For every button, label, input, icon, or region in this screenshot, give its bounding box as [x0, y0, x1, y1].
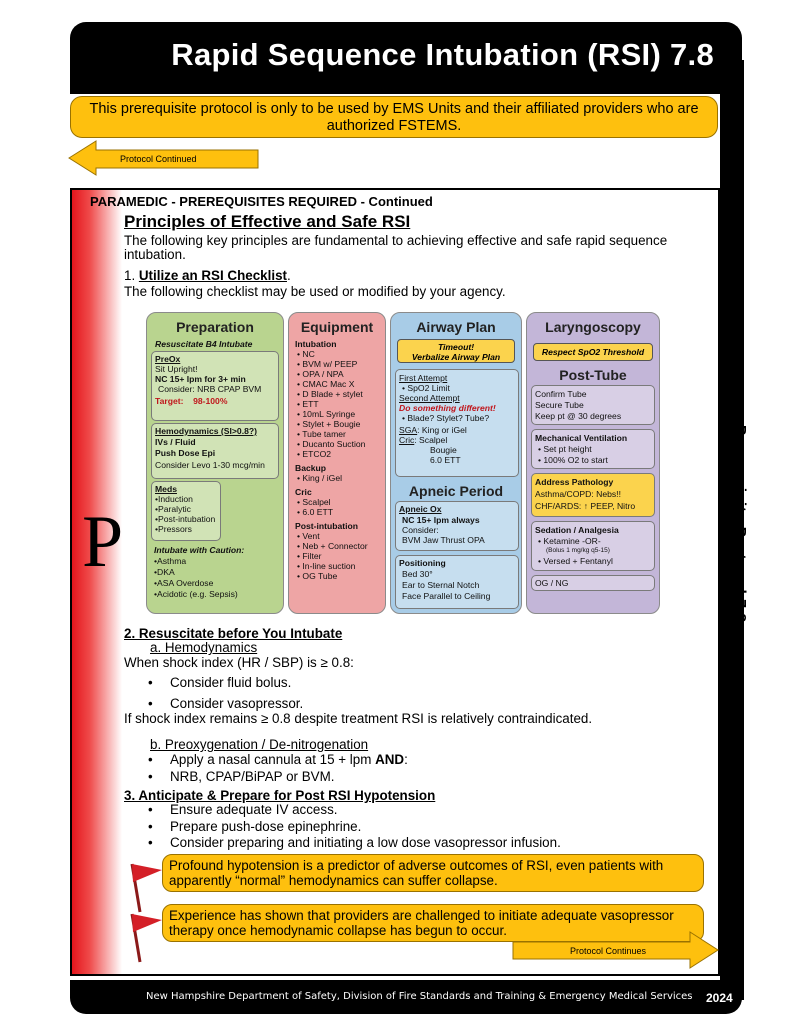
- address-line-1: Asthma/COPD: Nebs!!: [535, 489, 621, 499]
- intubation-line-1: • NC: [297, 349, 315, 359]
- laryngoscopy-column: [526, 312, 660, 614]
- intubation-line-9: • Tube tamer: [297, 429, 346, 439]
- respect-spo2-box: Respect SpO2 Threshold: [533, 343, 653, 361]
- apneic-ox-line-2: Consider:: [402, 525, 439, 535]
- post-intubation-title: Post-intubation: [295, 521, 359, 531]
- caution-line-3: •ASA Overdose: [154, 578, 214, 588]
- preox-box: [151, 351, 279, 421]
- s2-b-title: b. Preoxygenation / De-nitrogenation: [150, 737, 369, 752]
- list-item: • Apply a nasal cannula at 15 + lpm AND:: [170, 751, 408, 768]
- meds-line-4: •Pressors: [155, 524, 192, 534]
- list-item: • Prepare push-dose epinephrine.: [170, 819, 561, 836]
- apneic-period-title: Apneic Period: [408, 483, 504, 499]
- side-label: Prerequisite Protocol 7.8: [731, 425, 748, 623]
- sga-line: SGA: King or iGel: [399, 425, 467, 435]
- list-item: • Ensure adequate IV access.: [170, 802, 561, 819]
- preox-target: Target: 98-100%: [155, 396, 228, 406]
- sedation-line-1: • Ketamine -OR-: [538, 536, 601, 546]
- post-tube-line-1: Confirm Tube: [535, 389, 587, 399]
- timeout-box: [397, 339, 515, 363]
- caution-line-1: •Asthma: [154, 556, 187, 566]
- positioning-title: Positioning: [399, 558, 446, 568]
- s2-a-note: If shock index remains ≥ 0.8 despite treatment RSI is relatively contraindicated.: [124, 711, 593, 726]
- timeout-line-2: Verbalize Airway Plan: [411, 352, 501, 362]
- section-header: PARAMEDIC - PREREQUISITES REQUIRED - Continued: [90, 194, 433, 209]
- og-ng: OG / NG: [535, 578, 569, 588]
- meds-line-1: •Induction: [155, 494, 193, 504]
- title-bar: [70, 22, 742, 94]
- post-line-3: • Filter: [297, 551, 322, 561]
- address-line-2: CHF/ARDS: ↑ PEEP, Nitro: [535, 501, 636, 511]
- list-item: • Consider vasopressor.: [170, 693, 303, 714]
- intro-text: The following key principles are fundamental to achieving effective and safe rapid sequence intubation.: [124, 233, 668, 262]
- hemo-line-2: Push Dose Epi: [155, 448, 216, 458]
- post-line-1: • Vent: [297, 531, 320, 541]
- first-attempt: First Attempt: [399, 373, 448, 383]
- footer-text: New Hampshire Department of Safety, Division of Fire Standards and Training & Emergency Medical Services: [146, 991, 693, 1002]
- positioning-line-3: Face Parallel to Ceiling: [402, 591, 491, 601]
- s2-b-bullets: [170, 751, 408, 785]
- rsi-checklist: [142, 312, 662, 618]
- hypotension-callout: Profound hypotension is a predictor of adverse outcomes of RSI, even patients with apparently “normal” hemodynamics can suffer collapse.: [162, 854, 704, 892]
- preox-line-3: Consider: NRB CPAP BVM: [158, 384, 262, 394]
- second-attempt: Second Attempt: [399, 393, 460, 403]
- airway-plan-title: Airway Plan: [416, 319, 496, 335]
- s2-title: 2. Resuscitate before You Intubate: [124, 626, 343, 641]
- meds-title: Meds: [155, 484, 177, 494]
- equipment-column: [288, 312, 386, 614]
- intubation-line-6: • ETT: [297, 399, 319, 409]
- protocol-continued-link[interactable]: [68, 140, 262, 181]
- intubation-line-4: • CMAC Mac X: [297, 379, 355, 389]
- mech-vent-line-2: • 100% O2 to start: [538, 455, 608, 465]
- preparation-title: Preparation: [176, 319, 254, 335]
- airway-plan-column: [390, 312, 522, 614]
- post-line-2: • Neb + Connector: [297, 541, 368, 551]
- mech-vent-title: Mechanical Ventilation: [535, 433, 628, 443]
- s2-a-bullets: [170, 672, 303, 714]
- post-tube-title: Post-Tube: [559, 367, 627, 383]
- intubation-line-10: • Ducanto Suction: [297, 439, 366, 449]
- sedation-line-3: • Versed + Fentanyl: [538, 556, 613, 566]
- protocol-continued-label: Protocol Continued: [120, 154, 197, 164]
- do-something-different: Do something different!: [399, 403, 496, 413]
- s2-a-title: a. Hemodynamics: [150, 640, 258, 655]
- protocol-continues-label: Protocol Continues: [570, 946, 647, 956]
- caution-title: Intubate with Caution:: [154, 545, 245, 555]
- s1-number: 1.: [124, 268, 139, 283]
- s3-bullets: [170, 802, 561, 852]
- intubation-line-5: • D Blade + stylet: [297, 389, 363, 399]
- page-title: Rapid Sequence Intubation (RSI) 7.8: [171, 37, 714, 72]
- post-tube-line-2: Secure Tube: [535, 400, 584, 410]
- intubation-line-3: • OPA / NPA: [297, 369, 344, 379]
- footer-year: 2024: [706, 991, 733, 1005]
- timeout-line-1: Timeout!: [437, 342, 475, 352]
- attempts-box: [395, 369, 519, 477]
- level-letter: P: [82, 501, 124, 583]
- positioning-line-1: Bed 30°: [402, 569, 433, 579]
- post-tube-box: [531, 385, 655, 425]
- caution-line-4: •Acidotic (e.g. Sepsis): [154, 589, 238, 599]
- laryngoscopy-title: Laryngoscopy: [545, 319, 641, 335]
- address-pathology-box: [531, 473, 655, 517]
- preox-line-2: NC 15+ lpm for 3+ min: [155, 374, 246, 384]
- meds-box: [151, 481, 221, 541]
- intubation-title: Intubation: [295, 339, 337, 349]
- apneic-ox-title: Apneic Ox: [399, 504, 442, 514]
- main-content: [70, 188, 720, 976]
- apneic-ox-box: [395, 501, 519, 551]
- hemodynamics-box: [151, 423, 279, 479]
- preox-line-1: Sit Upright!: [155, 364, 198, 374]
- principles-title: Principles of Effective and Safe RSI: [124, 212, 411, 231]
- cric-line: Cric: Scalpel: [399, 435, 448, 445]
- spo2-limit: • SpO2 Limit: [402, 383, 450, 393]
- apneic-ox-line-1: NC 15+ lpm always: [402, 515, 480, 525]
- cric-bougie: Bougie: [430, 445, 457, 455]
- s1-text: The following checklist may be used or modified by your agency.: [124, 284, 506, 299]
- cric-line-1: • Scalpel: [297, 497, 331, 507]
- hemo-line-3: Consider Levo 1-30 mcg/min: [155, 460, 265, 470]
- hemo-line-1: IVs / Fluid: [155, 437, 196, 447]
- og-ng-box: [531, 575, 655, 591]
- prerequisite-notice: This prerequisite protocol is only to be used by EMS Units and their affiliated providers who are authorized FSTEMS.: [70, 96, 718, 138]
- sedation-title: Sedation / Analgesia: [535, 525, 619, 535]
- red-flag-icon: [120, 904, 166, 964]
- sedation-box: [531, 521, 655, 571]
- intubation-line-8: • Stylet + Bougie: [297, 419, 361, 429]
- apneic-ox-line-3: BVM Jaw Thrust OPA: [402, 535, 485, 545]
- preparation-subtitle: Resuscitate B4 Intubate: [155, 339, 253, 349]
- mech-vent-line-1: • Set pt height: [538, 444, 592, 454]
- caution-line-2: •DKA: [154, 567, 175, 577]
- s1-title-text: Utilize an RSI Checklist: [138, 268, 287, 283]
- cric-line-2: • 6.0 ETT: [297, 507, 333, 517]
- intubation-line-11: • ETCO2: [297, 449, 332, 459]
- s1-period: .: [286, 268, 291, 283]
- address-pathology-title: Address Pathology: [535, 477, 614, 487]
- positioning-line-2: Ear to Sternal Notch: [402, 580, 480, 590]
- post-line-5: • OG Tube: [297, 571, 338, 581]
- post-tube-line-3: Keep pt @ 30 degrees: [535, 411, 622, 421]
- blade-line: • Blade? Stylet? Tube?: [402, 413, 490, 423]
- list-item: • Consider preparing and initiating a low dose vasopressor infusion.: [170, 835, 561, 852]
- s1-title: [124, 268, 291, 283]
- backup-line-1: • King / iGel: [297, 473, 343, 483]
- meds-line-3: •Post-intubation: [155, 514, 216, 524]
- post-line-4: • In-line suction: [297, 561, 356, 571]
- cric-ett: 6.0 ETT: [430, 455, 461, 465]
- cric-title: Cric: [295, 487, 312, 497]
- intubation-line-2: • BVM w/ PEEP: [297, 359, 358, 369]
- s2-a-intro: When shock index (HR / SBP) is ≥ 0.8:: [124, 655, 354, 670]
- intubation-line-7: • 10mL Syringe: [297, 409, 356, 419]
- meds-line-2: •Paralytic: [155, 504, 191, 514]
- equipment-title: Equipment: [300, 319, 374, 335]
- hemo-title: Hemodynamics (SI>0.8?): [155, 426, 257, 436]
- backup-title: Backup: [295, 463, 327, 473]
- preox-title: PreOx: [155, 354, 181, 364]
- s3-title: 3. Anticipate & Prepare for Post RSI Hypotension: [124, 788, 436, 803]
- list-item: • Consider fluid bolus.: [170, 672, 303, 693]
- mech-vent-box: [531, 429, 655, 469]
- positioning-box: [395, 555, 519, 609]
- sedation-line-2: (Bolus 1 mg/kg q5-15): [546, 547, 610, 554]
- protocol-continues-link[interactable]: [512, 930, 720, 975]
- vasopressor-callout: Experience has shown that providers are challenged to initiate adequate vasopressor therapy once hemodynamic collapse has begun to occur.: [162, 904, 704, 942]
- list-item: • NRB, CPAP/BiPAP or BVM.: [170, 768, 408, 785]
- preparation-column: [146, 312, 284, 614]
